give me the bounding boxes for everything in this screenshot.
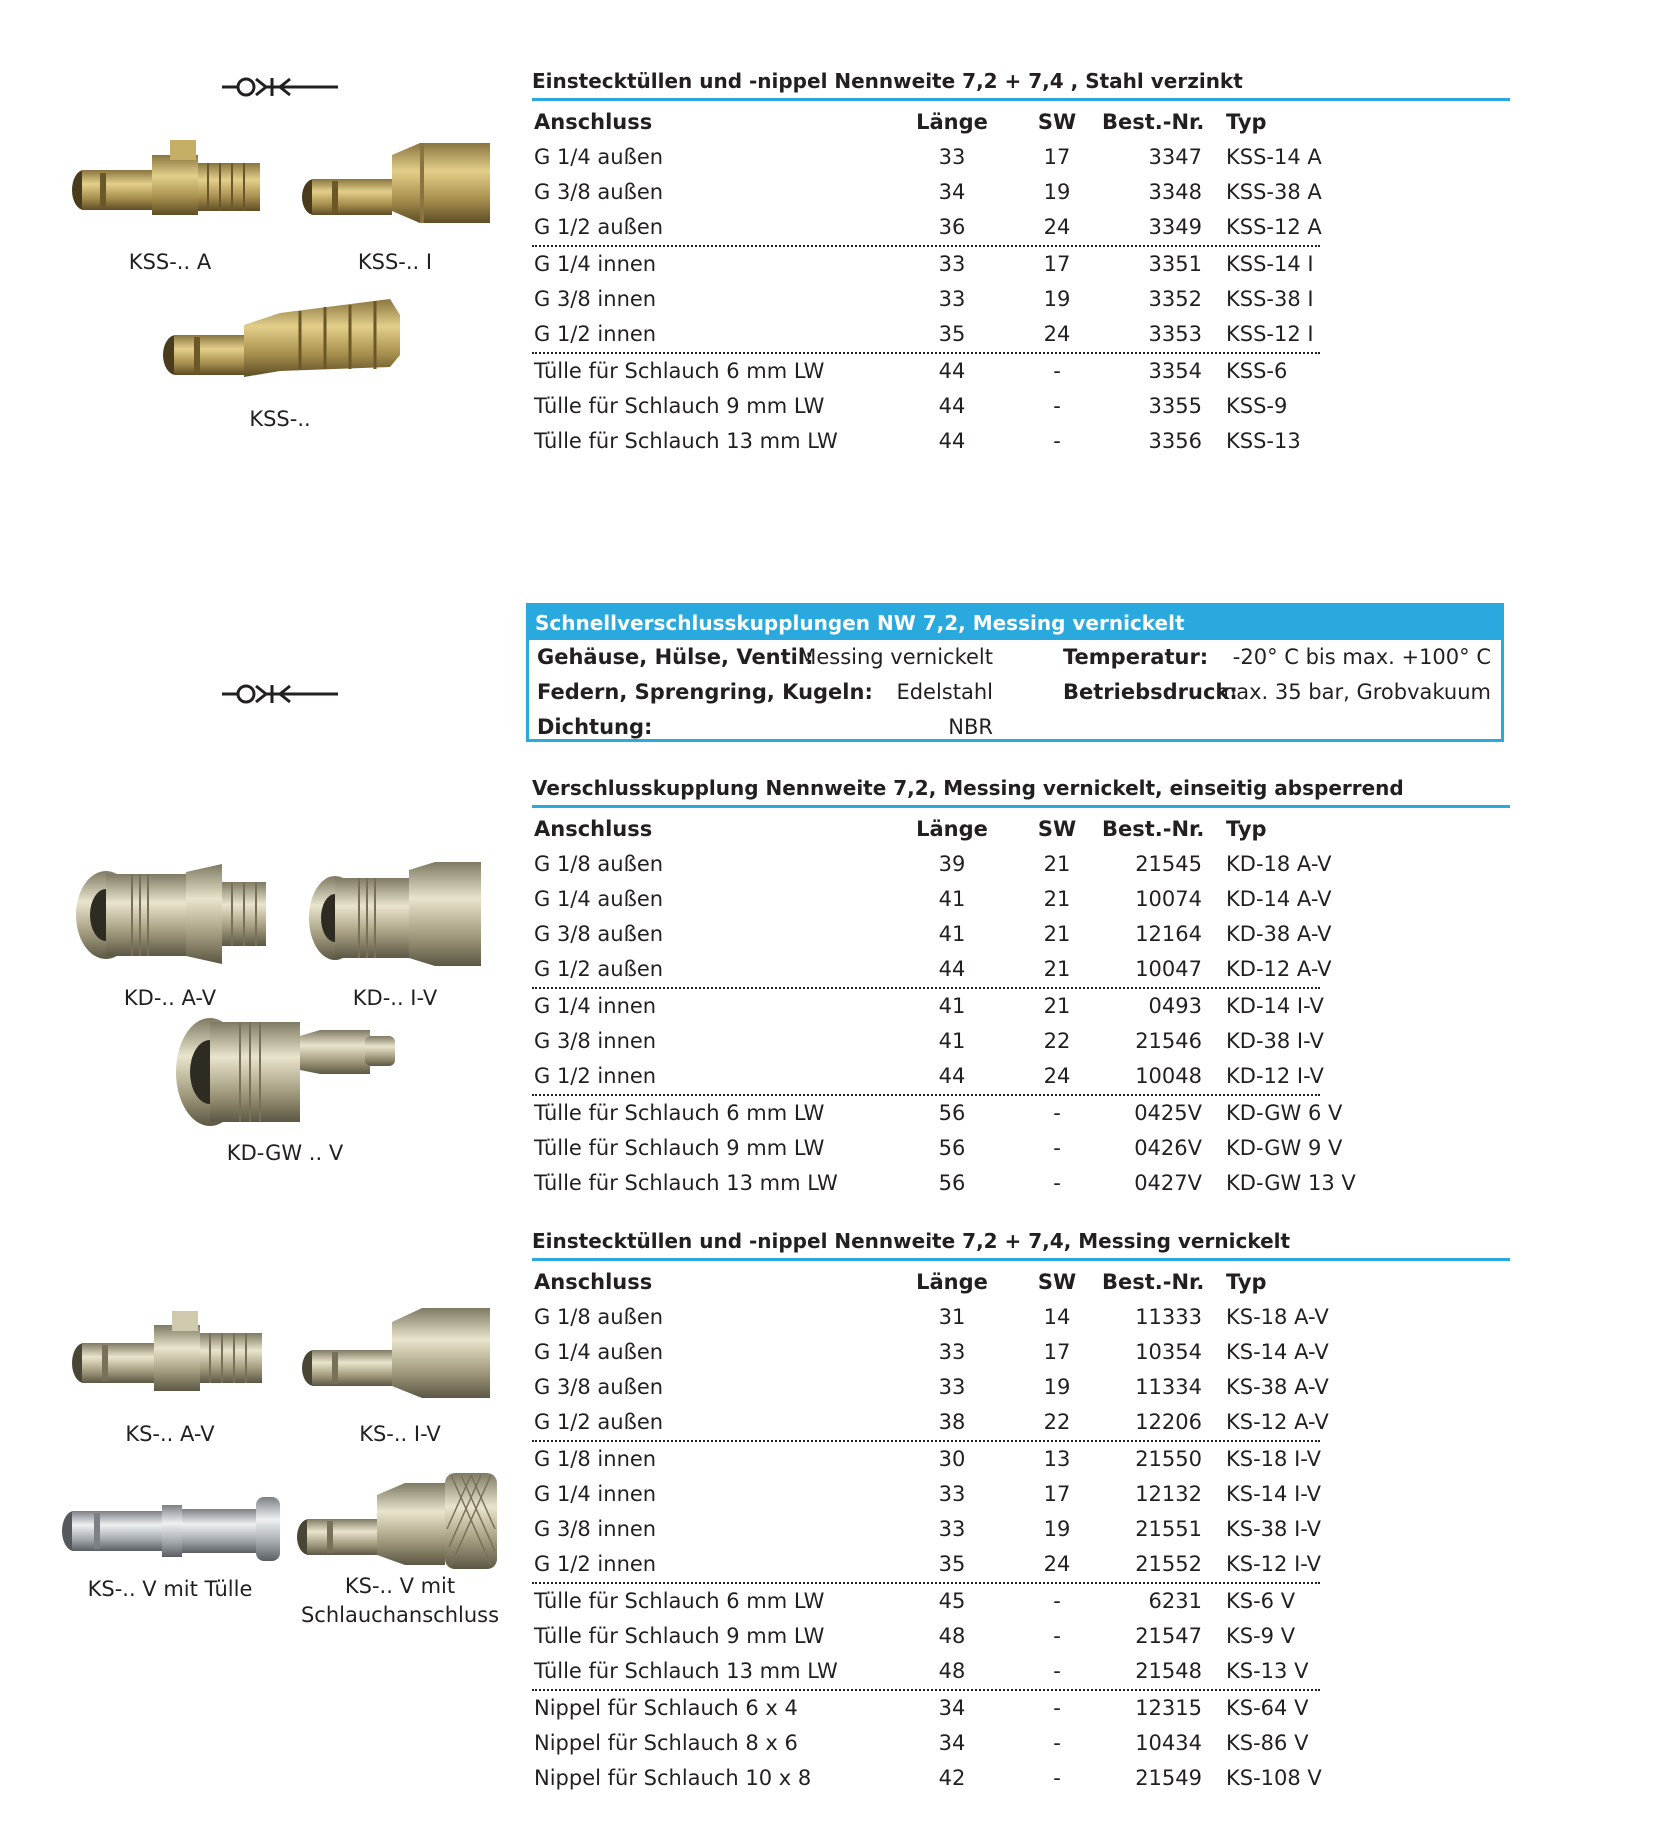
table-row: [532, 1512, 1352, 1547]
info-value: NBR: [948, 715, 993, 739]
cell-sw: 19: [1043, 287, 1071, 311]
table-row: [532, 210, 1320, 247]
cell-best-nr: 0427V: [1134, 1171, 1202, 1195]
cell-sw: 21: [1043, 994, 1071, 1018]
cell-typ: KD-GW 9 V: [1226, 1136, 1343, 1160]
cell-anschluss: G 3/8 außen: [534, 922, 664, 946]
kd-gw-v-coupling-image: [170, 1010, 400, 1135]
header-anschluss: Anschluss: [534, 1270, 653, 1294]
table-header-row: [532, 1265, 1352, 1300]
kss-i-nipple-image: [300, 135, 500, 230]
cell-anschluss: Tülle für Schlauch 13 mm LW: [534, 429, 838, 453]
cell-typ: KS-14 I-V: [1226, 1482, 1321, 1506]
cell-best-nr: 0426V: [1134, 1136, 1202, 1160]
kd-a-v-coupling-image: [72, 860, 272, 970]
cell-best-nr: 6231: [1148, 1589, 1202, 1613]
cell-laenge: 44: [938, 957, 966, 981]
table-header-row: [532, 812, 1352, 847]
table-row: [532, 1584, 1352, 1619]
info-value: max. 35 bar, Grobvakuum: [1215, 680, 1491, 704]
table-row: [532, 952, 1332, 989]
kss-i-caption: KSS-.. I: [357, 250, 433, 274]
cell-typ: KD-12 A-V: [1226, 957, 1332, 981]
cell-sw: -: [1053, 1696, 1061, 1720]
cell-sw: -: [1053, 1624, 1061, 1648]
cell-anschluss: Tülle für Schlauch 6 mm LW: [534, 1101, 825, 1125]
section2-title: Verschlusskupplung Nennweite 7,2, Messing vernickelt, einseitig absperrend: [532, 775, 1510, 808]
table-row: [532, 424, 1352, 459]
info-box-title: Schnellverschlusskupplungen NW 7,2, Messing vernickelt: [529, 606, 1501, 640]
cell-typ: KSS-6: [1226, 359, 1288, 383]
cell-anschluss: G 1/8 innen: [534, 1447, 657, 1471]
header-typ: Typ: [1226, 817, 1267, 841]
cell-best-nr: 12164: [1135, 922, 1202, 946]
cell-laenge: 41: [938, 994, 966, 1018]
cell-laenge: 30: [938, 1447, 966, 1471]
header-sw: SW: [1037, 817, 1077, 841]
cell-anschluss: G 1/2 außen: [534, 215, 664, 239]
cell-laenge: 36: [938, 215, 966, 239]
cell-typ: KS-6 V: [1226, 1589, 1296, 1613]
cell-laenge: 35: [938, 322, 966, 346]
cell-best-nr: 3356: [1148, 429, 1202, 453]
cell-best-nr: 11333: [1135, 1305, 1202, 1329]
table-row: [532, 1166, 1356, 1201]
table-row: [532, 1335, 1352, 1370]
table-row: [532, 882, 1352, 917]
cell-best-nr: 10354: [1135, 1340, 1202, 1364]
kss-a-caption: KSS-.. A: [128, 250, 212, 274]
cell-laenge: 44: [938, 359, 966, 383]
header-anschluss: Anschluss: [534, 817, 653, 841]
cell-best-nr: 10434: [1135, 1731, 1202, 1755]
ks-a-v-caption: KS-.. A-V: [125, 1422, 215, 1446]
cell-sw: 22: [1043, 1410, 1071, 1434]
cell-anschluss: Tülle für Schlauch 13 mm LW: [534, 1171, 838, 1195]
section1-table: [532, 105, 1352, 459]
cell-best-nr: 3352: [1148, 287, 1202, 311]
cell-typ: KS-108 V: [1226, 1766, 1322, 1790]
cell-anschluss: G 1/4 außen: [534, 887, 664, 911]
cell-best-nr: 10048: [1135, 1064, 1202, 1088]
cell-sw: -: [1053, 1766, 1061, 1790]
header-anschluss: Anschluss: [534, 110, 653, 134]
cell-typ: KSS-12 I: [1226, 322, 1314, 346]
cell-laenge: 41: [938, 922, 966, 946]
cell-best-nr: 21545: [1135, 852, 1202, 876]
cell-typ: KS-38 A-V: [1226, 1375, 1329, 1399]
cell-typ: KS-14 A-V: [1226, 1340, 1329, 1364]
cell-laenge: 33: [938, 1517, 966, 1541]
cell-typ: KD-12 I-V: [1226, 1064, 1324, 1088]
cell-best-nr: 3354: [1148, 359, 1202, 383]
cell-laenge: 41: [938, 1029, 966, 1053]
cell-sw: 22: [1043, 1029, 1071, 1053]
cell-sw: 17: [1043, 252, 1071, 276]
cell-anschluss: G 1/2 außen: [534, 1410, 664, 1434]
cell-sw: 19: [1043, 180, 1071, 204]
cell-sw: -: [1053, 394, 1061, 418]
cell-anschluss: Nippel für Schlauch 8 x 6: [534, 1731, 798, 1755]
table-row: [532, 1059, 1324, 1096]
header-laenge: Länge: [916, 1270, 988, 1294]
cell-typ: KD-38 I-V: [1226, 1029, 1324, 1053]
cell-sw: -: [1053, 1101, 1061, 1125]
cell-typ: KS-13 V: [1226, 1659, 1309, 1683]
cell-best-nr: 10047: [1135, 957, 1202, 981]
cell-best-nr: 11334: [1135, 1375, 1202, 1399]
cell-laenge: 41: [938, 887, 966, 911]
cell-best-nr: 3349: [1148, 215, 1202, 239]
cell-laenge: 56: [938, 1171, 966, 1195]
cell-laenge: 48: [938, 1624, 966, 1648]
cell-typ: KD-14 A-V: [1226, 887, 1332, 911]
info-key: Temperatur:: [1063, 645, 1209, 669]
cell-sw: -: [1053, 359, 1061, 383]
cell-typ: KSS-14 I: [1226, 252, 1314, 276]
header-typ: Typ: [1226, 110, 1267, 134]
kss-a-nipple-image: [70, 135, 270, 230]
cell-sw: 19: [1043, 1517, 1071, 1541]
cell-best-nr: 21549: [1135, 1766, 1202, 1790]
info-row: [529, 710, 1501, 745]
header-typ: Typ: [1226, 1270, 1267, 1294]
table-row: [532, 1024, 1352, 1059]
cell-best-nr: 21548: [1135, 1659, 1202, 1683]
table-row: [532, 1405, 1329, 1442]
info-value: -20° C bis max. +100° C: [1232, 645, 1491, 669]
cell-sw: -: [1053, 1731, 1061, 1755]
table-row: [532, 917, 1352, 952]
coupling-symbol-icon: [222, 683, 342, 705]
cell-typ: KD-GW 6 V: [1226, 1101, 1343, 1125]
cell-laenge: 33: [938, 145, 966, 169]
table-row: [532, 317, 1320, 354]
cell-anschluss: G 1/4 außen: [534, 1340, 664, 1364]
cell-sw: 13: [1043, 1447, 1071, 1471]
info-row: [529, 640, 1501, 675]
cell-anschluss: Nippel für Schlauch 6 x 4: [534, 1696, 798, 1720]
table-row: [532, 282, 1352, 317]
cell-laenge: 45: [938, 1589, 966, 1613]
header-best-nr: Best.-Nr.: [1102, 110, 1205, 134]
table-row: [532, 247, 1352, 282]
cell-anschluss: Tülle für Schlauch 6 mm LW: [534, 359, 825, 383]
cell-best-nr: 21550: [1135, 1447, 1202, 1471]
cell-sw: 21: [1043, 887, 1071, 911]
cell-best-nr: 3348: [1148, 180, 1202, 204]
cell-best-nr: 3347: [1148, 145, 1202, 169]
cell-sw: -: [1053, 1589, 1061, 1613]
cell-typ: KS-12 I-V: [1226, 1552, 1321, 1576]
cell-anschluss: G 1/2 innen: [534, 1552, 657, 1576]
cell-sw: 17: [1043, 1482, 1071, 1506]
cell-laenge: 44: [938, 1064, 966, 1088]
info-key: Federn, Sprengring, Kugeln:: [537, 680, 873, 704]
cell-anschluss: Tülle für Schlauch 13 mm LW: [534, 1659, 838, 1683]
header-sw: SW: [1037, 110, 1077, 134]
table-row: [532, 1096, 1352, 1131]
cell-laenge: 33: [938, 1375, 966, 1399]
cell-best-nr: 21547: [1135, 1624, 1202, 1648]
table-row: [532, 1131, 1352, 1166]
table-row: [532, 1547, 1320, 1584]
cell-sw: -: [1053, 1171, 1061, 1195]
cell-anschluss: G 1/8 außen: [534, 852, 664, 876]
cell-sw: -: [1053, 1659, 1061, 1683]
cell-anschluss: G 3/8 innen: [534, 287, 657, 311]
ks-v-hose-connector-caption-line2: Schlauchanschluss: [300, 1603, 500, 1627]
cell-sw: 21: [1043, 957, 1071, 981]
cell-anschluss: G 1/4 innen: [534, 1482, 657, 1506]
cell-best-nr: 10074: [1135, 887, 1202, 911]
cell-best-nr: 21551: [1135, 1517, 1202, 1541]
cell-laenge: 33: [938, 287, 966, 311]
cell-typ: KS-12 A-V: [1226, 1410, 1329, 1434]
table-header-row: [532, 105, 1352, 140]
cell-anschluss: G 1/4 innen: [534, 252, 657, 276]
ks-i-v-nipple-image: [300, 1300, 500, 1405]
header-laenge: Länge: [916, 110, 988, 134]
cell-sw: 14: [1043, 1305, 1071, 1329]
section2-table: [532, 812, 1356, 1201]
cell-laenge: 34: [938, 180, 966, 204]
cell-typ: KSS-12 A: [1226, 215, 1322, 239]
info-key: Dichtung:: [537, 715, 653, 739]
cell-sw: 24: [1043, 215, 1071, 239]
kd-i-v-caption: KD-.. I-V: [352, 986, 438, 1010]
cell-best-nr: 12206: [1135, 1410, 1202, 1434]
cell-anschluss: Tülle für Schlauch 9 mm LW: [534, 1136, 825, 1160]
cell-laenge: 48: [938, 1659, 966, 1683]
info-value: Messing vernickelt: [798, 645, 993, 669]
table-row: [532, 140, 1352, 175]
cell-sw: 17: [1043, 145, 1071, 169]
cell-sw: 24: [1043, 1552, 1071, 1576]
table-row: [532, 1761, 1352, 1796]
cell-laenge: 56: [938, 1101, 966, 1125]
cell-typ: KSS-14 A: [1226, 145, 1322, 169]
cell-sw: 24: [1043, 322, 1071, 346]
cell-anschluss: Tülle für Schlauch 9 mm LW: [534, 394, 825, 418]
cell-sw: 17: [1043, 1340, 1071, 1364]
ks-a-v-nipple-image: [70, 1305, 270, 1400]
section3-table: [532, 1265, 1352, 1796]
table-row: [532, 1300, 1352, 1335]
info-key: Betriebsdruck:: [1063, 680, 1238, 704]
cell-best-nr: 21546: [1135, 1029, 1202, 1053]
cell-typ: KS-64 V: [1226, 1696, 1309, 1720]
table-row: [532, 1726, 1352, 1761]
info-value: Edelstahl: [896, 680, 993, 704]
cell-laenge: 42: [938, 1766, 966, 1790]
cell-sw: 21: [1043, 852, 1071, 876]
table-row: [532, 389, 1352, 424]
cell-typ: KSS-9: [1226, 394, 1288, 418]
cell-best-nr: 3351: [1148, 252, 1202, 276]
cell-laenge: 34: [938, 1731, 966, 1755]
cell-anschluss: G 1/4 außen: [534, 145, 664, 169]
cell-anschluss: G 1/2 innen: [534, 1064, 657, 1088]
header-best-nr: Best.-Nr.: [1102, 1270, 1205, 1294]
cell-best-nr: 0493: [1148, 994, 1202, 1018]
material-info-box: [526, 603, 1504, 742]
cell-typ: KS-38 I-V: [1226, 1517, 1321, 1541]
cell-anschluss: G 1/4 innen: [534, 994, 657, 1018]
kd-a-v-caption: KD-.. A-V: [123, 986, 217, 1010]
cell-best-nr: 21552: [1135, 1552, 1202, 1576]
section3-title: Einstecktüllen und -nippel Nennweite 7,2 + 7,4, Messing vernickelt: [532, 1228, 1510, 1261]
cell-anschluss: G 3/8 innen: [534, 1029, 657, 1053]
cell-typ: KS-18 A-V: [1226, 1305, 1329, 1329]
cell-best-nr: 12132: [1135, 1482, 1202, 1506]
cell-anschluss: Tülle für Schlauch 9 mm LW: [534, 1624, 825, 1648]
kss-tulle-caption: KSS-..: [249, 407, 311, 431]
cell-best-nr: 0425V: [1134, 1101, 1202, 1125]
section1-title: Einstecktüllen und -nippel Nennweite 7,2 + 7,4 , Stahl verzinkt: [532, 68, 1510, 101]
ks-i-v-caption: KS-.. I-V: [359, 1422, 441, 1446]
table-row: [532, 1442, 1352, 1477]
cell-laenge: 38: [938, 1410, 966, 1434]
cell-anschluss: G 1/2 innen: [534, 322, 657, 346]
cell-laenge: 33: [938, 252, 966, 276]
cell-best-nr: 12315: [1135, 1696, 1202, 1720]
cell-laenge: 44: [938, 394, 966, 418]
header-best-nr: Best.-Nr.: [1102, 817, 1205, 841]
cell-best-nr: 3355: [1148, 394, 1202, 418]
cell-laenge: 34: [938, 1696, 966, 1720]
cell-laenge: 56: [938, 1136, 966, 1160]
info-row: [529, 675, 1501, 710]
cell-laenge: 35: [938, 1552, 966, 1576]
cell-typ: KSS-38 I: [1226, 287, 1314, 311]
ks-v-tulle-caption: KS-.. V mit Tülle: [87, 1577, 253, 1601]
cell-best-nr: 3353: [1148, 322, 1202, 346]
cell-typ: KSS-13: [1226, 429, 1301, 453]
ks-v-hose-connector-image: [295, 1465, 505, 1575]
cell-laenge: 33: [938, 1340, 966, 1364]
cell-sw: 19: [1043, 1375, 1071, 1399]
table-row: [532, 1691, 1352, 1726]
coupling-symbol-icon: [222, 76, 342, 98]
table-row: [532, 989, 1352, 1024]
cell-sw: 24: [1043, 1064, 1071, 1088]
cell-anschluss: G 3/8 außen: [534, 1375, 664, 1399]
table-row: [532, 1619, 1352, 1654]
cell-anschluss: G 1/2 außen: [534, 957, 664, 981]
cell-typ: KSS-38 A: [1226, 180, 1322, 204]
table-row: [532, 1370, 1352, 1405]
cell-laenge: 31: [938, 1305, 966, 1329]
cell-typ: KD-GW 13 V: [1226, 1171, 1356, 1195]
table-row: [532, 847, 1352, 882]
cell-sw: 21: [1043, 922, 1071, 946]
cell-laenge: 39: [938, 852, 966, 876]
table-row: [532, 175, 1352, 210]
cell-typ: KS-18 I-V: [1226, 1447, 1321, 1471]
cell-typ: KS-9 V: [1226, 1624, 1296, 1648]
kd-gw-v-caption: KD-GW .. V: [226, 1141, 344, 1165]
ks-v-hose-connector-caption-line1: KS-.. V mit: [344, 1574, 456, 1598]
cell-laenge: 44: [938, 429, 966, 453]
kss-tulle-image: [160, 285, 410, 395]
cell-sw: -: [1053, 429, 1061, 453]
cell-anschluss: G 3/8 außen: [534, 180, 664, 204]
cell-typ: KD-38 A-V: [1226, 922, 1332, 946]
cell-typ: KS-86 V: [1226, 1731, 1309, 1755]
header-laenge: Länge: [916, 817, 988, 841]
cell-anschluss: Nippel für Schlauch 10 x 8: [534, 1766, 812, 1790]
cell-anschluss: G 1/8 außen: [534, 1305, 664, 1329]
cell-sw: -: [1053, 1136, 1061, 1160]
table-row: [532, 1654, 1320, 1691]
kd-i-v-coupling-image: [305, 860, 485, 970]
cell-anschluss: Tülle für Schlauch 6 mm LW: [534, 1589, 825, 1613]
cell-typ: KD-18 A-V: [1226, 852, 1332, 876]
table-row: [532, 1477, 1352, 1512]
cell-anschluss: G 3/8 innen: [534, 1517, 657, 1541]
ks-v-tulle-image: [60, 1475, 285, 1570]
cell-typ: KD-14 I-V: [1226, 994, 1324, 1018]
table-row: [532, 354, 1352, 389]
info-key: Gehäuse, Hülse, Ventil:: [537, 645, 814, 669]
cell-laenge: 33: [938, 1482, 966, 1506]
header-sw: SW: [1037, 1270, 1077, 1294]
